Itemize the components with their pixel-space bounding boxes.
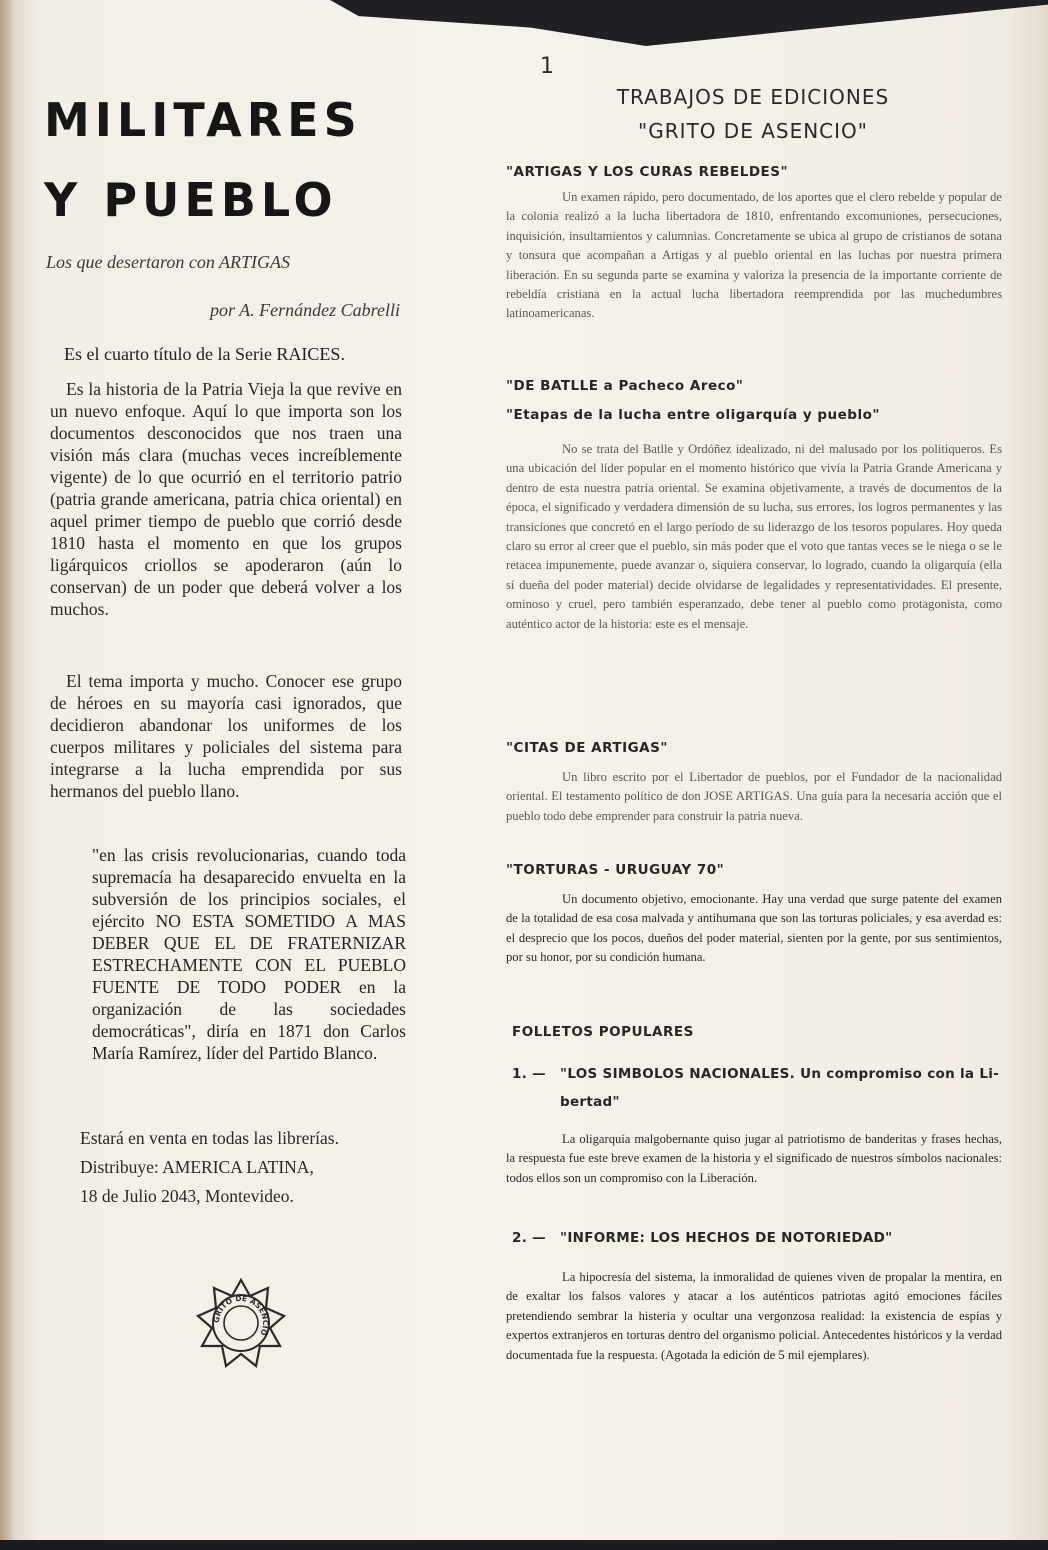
page-binding-shadow [0,0,14,1550]
seal-lettering: GRITO DE ASENCIO [211,1293,271,1337]
section-text-torturas: Un documento objetivo, emocionante. Hay una verdad que surge patente del examen de la totalidad de esa cosa malvada y antihumana que son las torturas policiales, y esa averdad es: el desprecio que los pocos, dueños del poder material, sienten por la gente, por sus sentimientos, por su honor, por su condición humana. [506,892,1002,965]
availability-line-2: Distribuye: AMERICA LATINA, [80,1157,314,1177]
article-title [44,80,362,240]
section-heading-torturas: "TORTURAS - URUGUAY 70" [506,862,725,878]
folleto-1-heading [512,1060,1006,1116]
ramirez-quote: "en las crisis revolucionarias, cuando toda supremacía ha desaparecido envuelta en la subversión de los principios sociales, el ejército NO ESTA SOMETIDO A MAS DEBER QUE EL DE FRATERNIZAR ESTRECHAMENTE CON EL PUEBLO FUENTE DE TODO PODER en la organización de las sociedades democráticas", diría en 1871 don Carlos María Ramírez, líder del Partido Blanco. [92,845,406,1063]
article-subtitle: Los que desertaron con ARTIGAS [46,252,290,272]
header-line-1: TRABAJOS DE EDICIONES [616,85,890,109]
body-paragraph-1: Es la historia de la Patria Vieja la que revive en un nuevo enfoque. Aquí lo que importa son los documentos desconocidos que nos traen una visión más clara (muchas veces increíblemente vigente) de lo que ocurrió en el territorio patrio (patria grande americana, patria chica oriental) en aquel primer tiempo de pueblo que corrió desde 1810 hasta el momento en que los grupos ligárquicos criollos se apoderaron (aún lo conservan) de un poder que deberá volver a los muchos. [50,379,402,619]
section-text-batlle: No se trata del Batlle y Ordóñez idealizado, ni del malusado por los politiqueros. Es una ubicación del líder popular en el momento histórico que vivía la Patria Grande Americana y dentro de esta nuestra patria oriental. Se examina objetivamente, a través de documentos de la época, el significado y verdadera dimensión de su lucha, sus errores, los logros permanentes y las transiciones que concretó en el largo período de su liderazgo de los tesoros populares. Hoy queda claro su error al creer que el pueblo, sin más poder que el voto que tantas veces se le niega o se le retacea impunemente, puede avanzar o, siquiera conservar, lo logrado, cuando la oligarquía (ella sí dueña del poder material) decide olvidarse de legalidades y representatividades. El presente, ominoso y cruel, pero también esperanzado, debe tener al pueblo como protagonista, como auténtico actor de la historia: este es el mensaje. [506,442,1002,631]
section-heading-curas: "ARTIGAS Y LOS CURAS REBELDES" [506,164,789,180]
section-text-citas: Un libro escrito por el Libertador de pueblos, por el Fundador de la nacionalidad oriental. El testamento político de don JOSE ARTIGAS. Una guía para la necesaria acción que el pueblo todo debe emprender para construir la patria nueva. [506,770,1002,823]
title-line-2: Y PUEBLO [44,173,338,227]
folleto-1-text: La oligarquía malgobernante quiso jugar al patriotismo de banderitas y frases hechas, la respuesta fue este breve examen de la historia y el significado de nuestros símbolos nacionales: todos ellos son un compromiso con la Liberación. [506,1132,1002,1185]
folleto-2-title: "INFORME: LOS HECHOS DE NOTORIEDAD" [560,1230,893,1246]
series-lead: Es el cuarto título de la Serie RAICES. [64,344,345,364]
section-text-curas: Un examen rápido, pero documentado, de los aportes que el clero rebelde y popular de la colonia realizó a la lucha libertadora de 1810, enfrentando excomuniones, persecuciones, inquisición, insultamientos y calumnias. Concretamente se ubica al grupo de cristianos de sotana y tonsura que acompañan a Artigas y al pueblo oriental en las luchas por nuestra primera liberación. En su segunda parte se examina y valoriza la presencia de la importante corriente de rebeldía cristiana en la actual lucha libertadora reemprendida por las muchedumbres latinoamericanas. [506,190,1002,321]
header-line-2: "GRITO DE ASENCIO" [638,119,868,143]
availability-line-3: 18 de Julio 2043, Montevideo. [80,1186,294,1206]
bottom-edge [0,1540,1048,1550]
section-heading-batlle: "DE BATLLE a Pacheco Areco" [506,378,744,394]
folleto-2-text: La hipocresía del sistema, la inmoralidad de quienes viven de propalar la mentira, en de exaltar los falsos valores y atacar a los auténticos patriotas agitó emociones fáciles pretendiendo sembrar la histeria y ocultar una vergonzosa realidad: la existencia de espías y expertos extranjeros en torturas dentro del organismo policial. Antecedentes históricos y la verdad documentada fue la respuesta. (Agotada la edición de 5 mil ejemplares). [506,1270,1002,1362]
folleto-2-heading [512,1224,1006,1252]
svg-text:GRITO DE ASENCIO [212,1294,270,1337]
folleto-1-title-b: bertad" [560,1094,620,1110]
folleto-2-number: 2. — [512,1230,546,1246]
folleto-1-number: 1. — [512,1066,546,1082]
title-line-1: MILITARES [44,93,362,147]
folletos-heading: FOLLETOS POPULARES [512,1024,694,1040]
availability-line-1: Estará en venta en todas las librerías. [80,1128,339,1148]
body-paragraph-2: El tema importa y mucho. Conocer ese grupo de héroes en su mayoría casi ignorados, que decidieron abandonar los uniformes de los cuerpos militares y policiales del sistema para integrarse a la lucha emprendida por sus hermanos del pueblo llano. [50,671,402,801]
folleto-1-title-a: "LOS SIMBOLOS NACIONALES. Un compromiso con la Li- [560,1066,1000,1082]
availability-notice [80,1124,410,1211]
section-heading-citas: "CITAS DE ARTIGAS" [506,740,668,756]
publisher-seal-logo [196,1278,286,1368]
page-number: 1 [540,54,554,79]
article-author: por A. Fernández Cabrelli [210,300,400,320]
publisher-header [580,80,926,148]
section-subheading-batlle: "Etapas de la lucha entre oligarquía y pueblo" [506,407,880,423]
